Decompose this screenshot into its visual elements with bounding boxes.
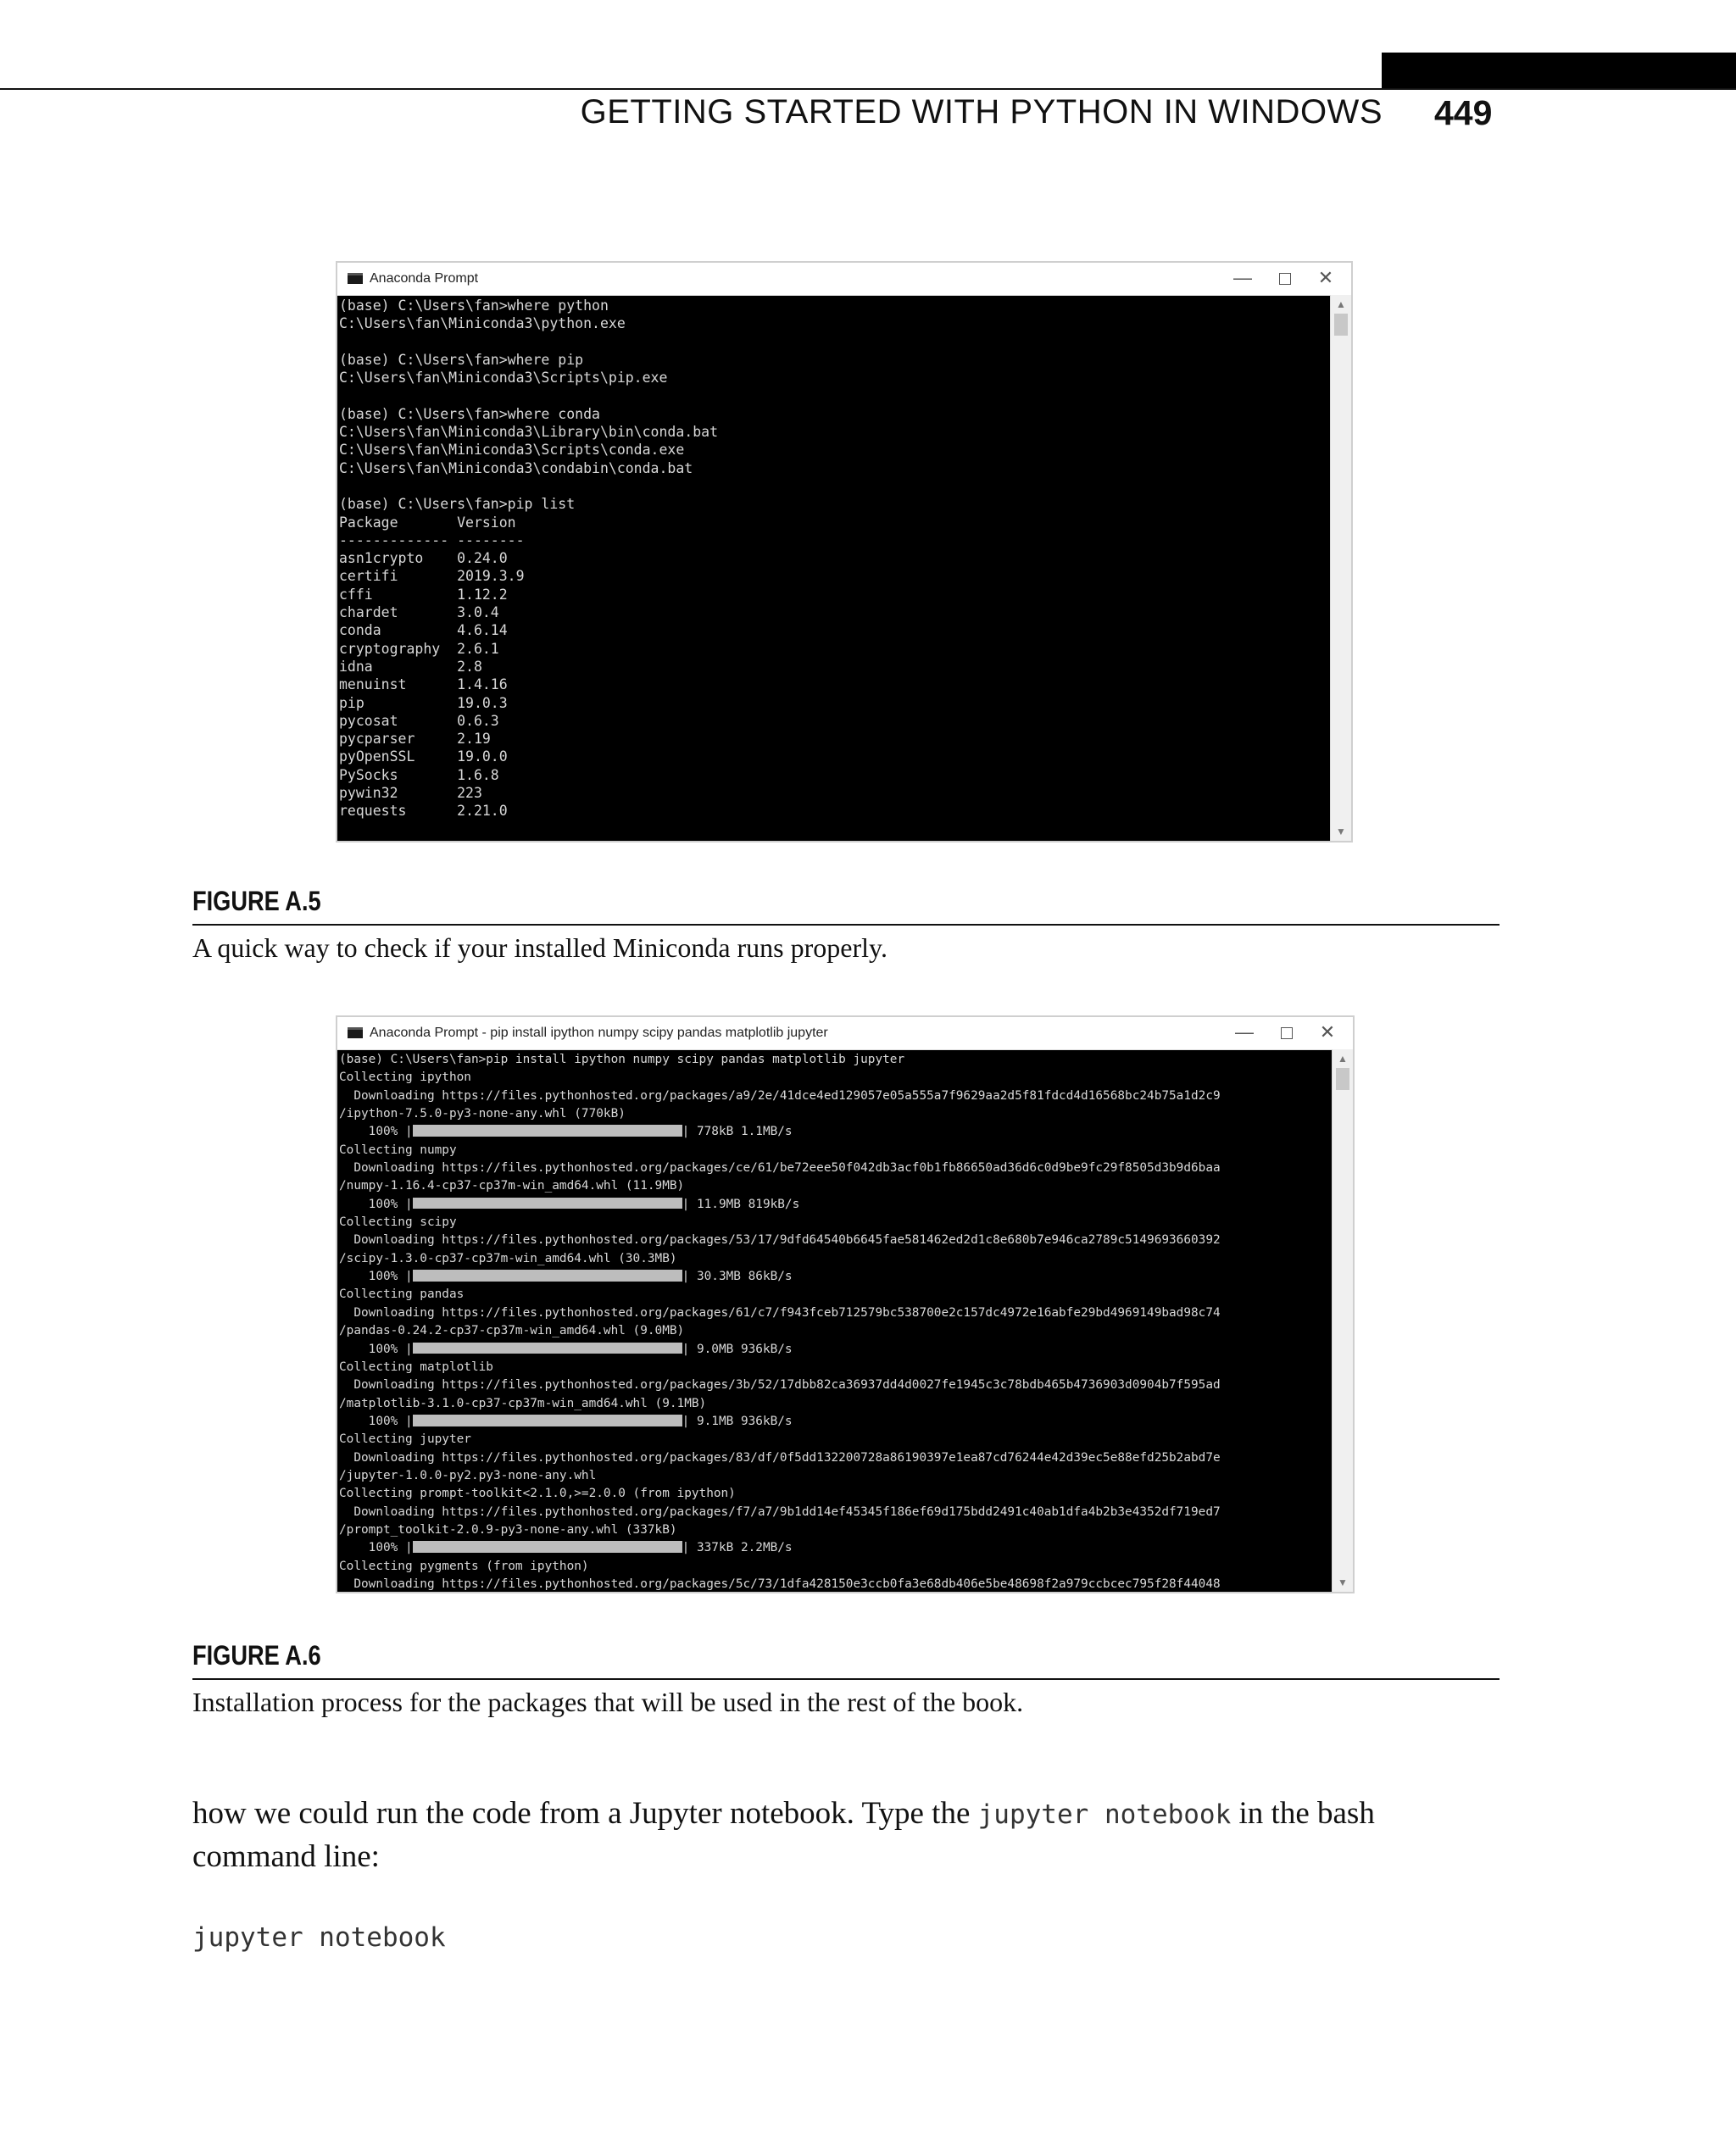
- progress-status: | 9.0MB 936kB/s: [682, 1342, 793, 1356]
- inline-code: jupyter notebook: [977, 1799, 1232, 1830]
- console-line: Downloading https://files.pythonhosted.org/packages/3b/52/17dbb82ca36937dd4d0027fe1945c3c78bdb465b4736903d0904b7f595ad: [339, 1378, 1221, 1393]
- progress-bar: [413, 1541, 682, 1553]
- console-line: Downloading https://files.pythonhosted.org/packages/ce/61/be72eee50f042db3acf0b1fb86650ad36d6c0d9be9fc29f8505d3b9d6baa: [339, 1161, 1221, 1176]
- body-text-after: in the bash command line:: [192, 1796, 1375, 1874]
- console-line: [339, 1539, 1331, 1557]
- console-line: C:\Users\fan\Miniconda3\condabin\conda.bat: [339, 459, 693, 476]
- console-line: Downloading https://files.pythonhosted.org/packages/f7/a7/9b1dd14ef45345f186ef69d175bdd2491c40ab1dfa4b2b3e4352df719ed7: [339, 1504, 1221, 1519]
- console-line: chardet 3.0.4: [339, 604, 499, 621]
- terminal-window-a5: [336, 261, 1353, 842]
- console-line: pip 19.0.3: [339, 694, 508, 711]
- progress-percent: 100% |: [339, 1342, 413, 1356]
- close-icon[interactable]: ✕: [1317, 267, 1334, 288]
- scroll-thumb[interactable]: [1334, 314, 1348, 336]
- console-line: [339, 386, 1329, 404]
- title-bar: [337, 1017, 1353, 1050]
- console-icon: [348, 1027, 363, 1038]
- figure-rule-a5: [192, 924, 1500, 926]
- progress-status: | 778kB 1.1MB/s: [682, 1125, 793, 1139]
- progress-status: | 337kB 2.2MB/s: [682, 1541, 793, 1555]
- page-number: 449: [1434, 93, 1493, 132]
- console-line: Collecting scipy: [339, 1215, 457, 1230]
- close-icon[interactable]: ✕: [1319, 1021, 1336, 1043]
- progress-bar: [413, 1198, 682, 1210]
- console-line: Downloading https://files.pythonhosted.org/packages/83/df/0f5dd132200728a86190397e1ea87cd76244e42d39ec5e88efd25b2abd7e: [339, 1450, 1221, 1465]
- console-line: cffi 1.12.2: [339, 586, 508, 603]
- body-text-before: how we could run the code from a Jupyter notebook. Type the: [192, 1796, 978, 1831]
- console-line: [339, 1268, 1331, 1286]
- console-line: /prompt_toolkit-2.0.9-py3-none-any.whl (337kB): [339, 1522, 677, 1537]
- console-line: C:\Users\fan\Miniconda3\Library\bin\conda.bat: [339, 424, 719, 441]
- progress-status: | 9.1MB 936kB/s: [682, 1414, 793, 1428]
- console-line: C:\Users\fan\Miniconda3\python.exe: [339, 315, 626, 332]
- console-line: [339, 477, 1329, 495]
- console-line: pycparser 2.19: [339, 731, 491, 748]
- progress-percent: 100% |: [339, 1197, 413, 1211]
- console-line: (base) C:\Users\fan>pip install ipython numpy scipy pandas matplotlib jupyter: [339, 1053, 905, 1066]
- maximize-icon[interactable]: [1270, 1020, 1304, 1044]
- console-line: C:\Users\fan\Miniconda3\Scripts\pip.exe: [339, 370, 668, 386]
- scroll-down-icon[interactable]: ▼: [1336, 826, 1346, 837]
- maximize-icon[interactable]: [1268, 266, 1302, 290]
- console-line: Collecting matplotlib: [339, 1360, 493, 1374]
- title-bar: [337, 263, 1351, 296]
- console-line: Collecting jupyter: [339, 1432, 471, 1447]
- console-line: Collecting ipython: [339, 1070, 471, 1085]
- console-line: C:\Users\fan\Miniconda3\Scripts\conda.exe: [339, 442, 685, 459]
- header-rule: [0, 88, 1736, 90]
- console-line: (base) C:\Users\fan>where pip: [339, 351, 584, 368]
- progress-percent: 100% |: [339, 1125, 413, 1139]
- header-tab-block: [1382, 53, 1736, 90]
- console-line: Downloading https://files.pythonhosted.org/packages/a9/2e/41dce4ed129057e05a555a7f9629aa2d5f81fdcd4d16568bc24b75a1d2c9: [339, 1088, 1221, 1103]
- vertical-scrollbar[interactable]: [1330, 295, 1351, 841]
- body-paragraph: [192, 1793, 1502, 1878]
- console-line: /scipy-1.3.0-cp37-cp37m-win_amd64.whl (30.3MB): [339, 1251, 677, 1265]
- console-line: pywin32 223: [339, 785, 482, 802]
- console-line: Collecting pygments (from ipython): [339, 1559, 589, 1573]
- minimize-icon[interactable]: —: [1233, 267, 1252, 288]
- console-line: Downloading https://files.pythonhosted.org/packages/5c/73/1dfa428150e3ccb0fa3e68db406e5be48698f2a979ccbcec795f28f44048: [339, 1577, 1221, 1591]
- running-header-title: GETTING STARTED WITH PYTHON IN WINDOWS: [580, 93, 1383, 131]
- code-block: jupyter notebook: [192, 1922, 446, 1953]
- console-line: idna 2.8: [339, 658, 482, 675]
- terminal-window-a6: [336, 1015, 1355, 1593]
- console-line: /matplotlib-3.1.0-cp37-cp37m-win_amd64.whl (9.1MB): [339, 1396, 707, 1410]
- console-line: ------------- --------: [339, 531, 525, 548]
- console-line: certifi 2019.3.9: [339, 568, 525, 585]
- progress-percent: 100% |: [339, 1414, 413, 1428]
- console-line: PySocks 1.6.8: [339, 766, 499, 783]
- console-line: Downloading https://files.pythonhosted.org/packages/53/17/9dfd64540b6645fae581462ed2d1c8e680b7e946ca2789c5149693660392: [339, 1233, 1221, 1248]
- window-title: Anaconda Prompt - pip install ipython numpy scipy pandas matplotlib jupyter: [370, 1026, 828, 1040]
- progress-percent: 100% |: [339, 1541, 413, 1555]
- figure-caption-a6: Installation process for the packages that will be used in the rest of the book.: [192, 1687, 1024, 1717]
- console-line: /jupyter-1.0.0-py2.py3-none-any.whl: [339, 1468, 597, 1482]
- vertical-scrollbar[interactable]: [1332, 1049, 1353, 1592]
- progress-bar: [413, 1125, 682, 1137]
- progress-percent: 100% |: [339, 1270, 413, 1284]
- console-line: /ipython-7.5.0-py3-none-any.whl (770kB): [339, 1107, 626, 1121]
- window-title: Anaconda Prompt: [370, 271, 479, 286]
- console-line: Downloading https://files.pythonhosted.org/packages/61/c7/f943fceb712579bc538700e2c157dc4972e16abfe29bd4969149bad98c74: [339, 1305, 1221, 1320]
- console-line: [339, 333, 1329, 351]
- console-line: Collecting numpy: [339, 1143, 457, 1157]
- progress-status: | 11.9MB 819kB/s: [682, 1197, 800, 1211]
- console-line: conda 4.6.14: [339, 622, 508, 639]
- console-line: pyOpenSSL 19.0.0: [339, 748, 508, 765]
- scroll-up-icon[interactable]: ▲: [1338, 1053, 1348, 1065]
- console-line: [339, 1196, 1331, 1214]
- console-line: Collecting prompt-toolkit<2.1.0,>=2.0.0 (from ipython): [339, 1487, 736, 1501]
- console-line: (base) C:\Users\fan>where python: [339, 298, 609, 314]
- console-line: asn1crypto 0.24.0: [339, 550, 508, 567]
- console-line: requests 2.21.0: [339, 803, 508, 820]
- scroll-down-icon[interactable]: ▼: [1338, 1577, 1348, 1588]
- figure-label-a6: FIGURE A.6: [192, 1640, 321, 1671]
- console-output: [339, 1051, 1331, 1592]
- console-output: [339, 297, 1329, 841]
- console-line: [339, 1341, 1331, 1359]
- console-line: /pandas-0.24.2-cp37-cp37m-win_amd64.whl (9.0MB): [339, 1324, 685, 1338]
- figure-label-a5: FIGURE A.5: [192, 886, 321, 916]
- console-line: cryptography 2.6.1: [339, 640, 499, 657]
- progress-status: | 30.3MB 86kB/s: [682, 1270, 793, 1284]
- console-line: pycosat 0.6.3: [339, 712, 499, 729]
- minimize-icon[interactable]: —: [1235, 1021, 1254, 1043]
- console-line: (base) C:\Users\fan>pip list: [339, 496, 576, 513]
- console-line: (base) C:\Users\fan>where conda: [339, 405, 600, 422]
- figure-rule-a6: [192, 1678, 1500, 1680]
- console-line: Package Version: [339, 514, 516, 531]
- console-line: [339, 1123, 1331, 1141]
- scroll-thumb[interactable]: [1336, 1068, 1349, 1090]
- console-line: [339, 1413, 1331, 1431]
- console-line: menuinst 1.4.16: [339, 676, 508, 693]
- progress-bar: [413, 1270, 682, 1282]
- scroll-up-icon[interactable]: ▲: [1336, 298, 1346, 310]
- progress-bar: [413, 1415, 682, 1426]
- progress-bar: [413, 1343, 682, 1354]
- figure-caption-a5: A quick way to check if your installed Miniconda runs properly.: [192, 932, 887, 963]
- console-line: Collecting pandas: [339, 1287, 465, 1302]
- console-line: /numpy-1.16.4-cp37-cp37m-win_amd64.whl (11.9MB): [339, 1179, 685, 1193]
- console-icon: [348, 273, 363, 284]
